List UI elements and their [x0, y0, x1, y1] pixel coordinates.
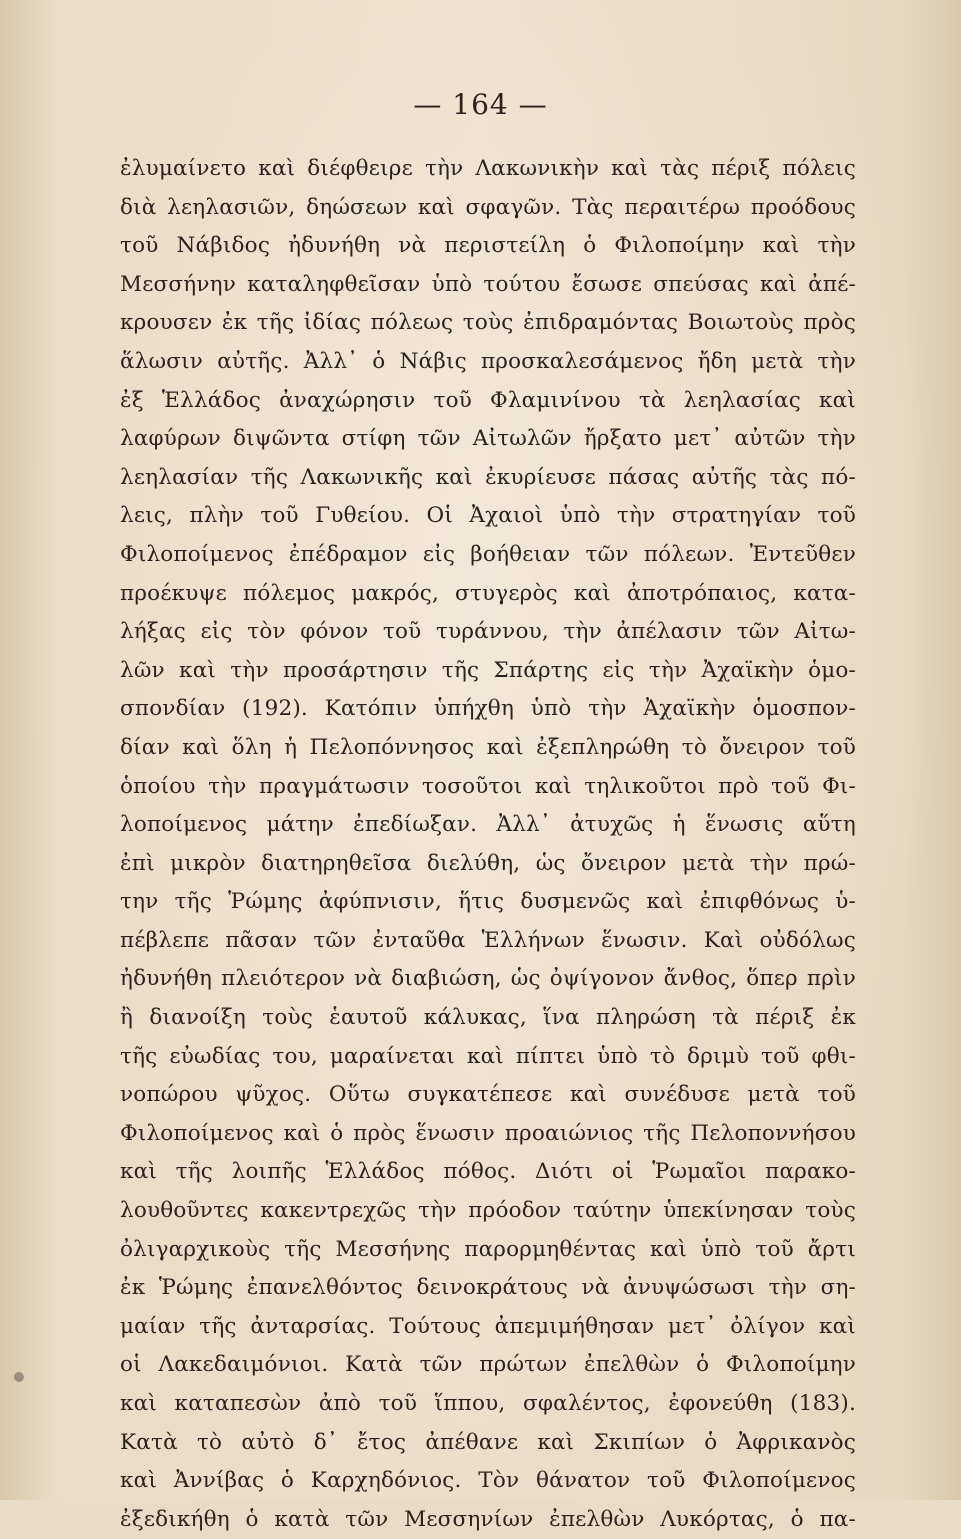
page-number: — 164 —	[413, 88, 548, 121]
text-line: τοῦ Νάβιδος ἠδυνήθη νὰ περιστείλη ὁ Φιλοποίμην καὶ τὴν	[120, 233, 856, 259]
text-line: λοποίμενος μάτην ἐπεδίωξαν. Ἀλλ᾽ ἀτυχῶς ἡ ἕνωσις αὕτη	[120, 812, 856, 838]
text-line: καὶ καταπεσὼν ἀπὸ τοῦ ἵππου, σφαλέντος, ἐφονεύθη (183).	[120, 1391, 856, 1416]
text-line: Φιλοποίμενος ἐπέδραμον εἰς βοήθειαν τῶν πόλεων. Ἐντεῦθεν	[120, 541, 856, 567]
text-line: Φιλοποίμενος καὶ ὁ πρὸς ἕνωσιν προαιώνιος τῆς Πελοποννήσου	[120, 1120, 856, 1146]
text-line: μαίαν τῆς ἀνταρσίας. Τούτους ἀπεμιμήθησαν μετ᾽ ὀλίγον καὶ	[120, 1313, 856, 1339]
text-line: ἐκ Ῥώμης ἐπανελθόντος δεινοκράτους νὰ ἀνυψώσωσι τὴν ση-	[120, 1275, 856, 1301]
text-line: λήξας εἰς τὸν φόνον τοῦ τυράννου, τὴν ἀπέλασιν τῶν Αἰτω-	[120, 619, 856, 645]
text-line: ἢ διανοίξη τοὺς ἑαυτοῦ κάλυκας, ἵνα πληρώση τὰ πέριξ ἐκ	[120, 1005, 856, 1031]
text-line: ἐλυμαίνετο καὶ διέφθειρε τὴν Λακωνικὴν καὶ τὰς πέριξ πόλεις	[120, 156, 856, 181]
text-line: λεις, πλὴν τοῦ Γυθείου. Οἱ Ἀχαιοὶ ὑπὸ τὴν στρατηγίαν τοῦ	[120, 503, 856, 529]
text-line: προέκυψε πόλεμος μακρός, στυγερὸς καὶ ἀποτρόπαιος, κατα-	[120, 580, 856, 606]
text-line: σπονδίαν (192). Κατόπιν ὑπήχθη ὑπὸ τὴν Ἀχαϊκὴν ὁμοσπον-	[120, 696, 856, 722]
text-line: δίαν καὶ ὅλη ἡ Πελοπόννησος καὶ ἐξεπληρώθη τὸ ὄνειρον τοῦ	[120, 734, 856, 760]
text-line: οἱ Λακεδαιμόνιοι. Κατὰ τῶν πρώτων ἐπελθὼν ὁ Φιλοποίμην	[120, 1352, 856, 1378]
text-line: λῶν καὶ τὴν προσάρτησιν τῆς Σπάρτης εἰς τὴν Ἀχαϊκὴν ὁμο-	[120, 657, 856, 683]
text-line: την τῆς Ῥώμης ἀφύπνισιν, ἥτις δυσμενῶς καὶ ἐπιφθόνως ὑ-	[120, 889, 856, 915]
text-line: ὀλιγαρχικοὺς τῆς Μεσσήνης παρορμηθέντας καὶ ὑπὸ τοῦ ἄρτι	[120, 1236, 856, 1262]
text-line: λουθοῦντες κακεντρεχῶς τὴν πρόοδον ταύτην ὑπεκίνησαν τοὺς	[120, 1198, 856, 1224]
text-line: καὶ τῆς λοιπῆς Ἑλλάδος πόθος. Διότι οἱ Ῥωμαῖοι παρακο-	[120, 1159, 856, 1185]
text-line: ἐξεδικήθη ὁ κατὰ τῶν Μεσσηνίων ἐπελθὼν Λυκόρτας, ὁ πα-	[120, 1506, 856, 1532]
text-line: διὰ λεηλασιῶν, δηώσεων καὶ σφαγῶν. Τὰς περαιτέρω προόδους	[120, 194, 856, 220]
text-line: νοπώρου ψῦχος. Οὕτω συγκατέπεσε καὶ συνέδυσε μετὰ τοῦ	[120, 1082, 856, 1108]
text-line: ἐπὶ μικρὸν διατηρηθεῖσα διελύθη, ὡς ὄνειρον μετὰ τὴν πρώ-	[120, 850, 856, 876]
text-line: Μεσσήνην καταληφθεῖσαν ὑπὸ τούτου ἔσωσε σπεύσας καὶ ἀπέ-	[120, 271, 856, 297]
text-line: λαφύρων διψῶντα στίφη τῶν Αἰτωλῶν ἤρξατο μετ᾽ αὐτῶν τὴν	[120, 426, 856, 452]
text-line: τῆς εὐωδίας του, μαραίνεται καὶ πίπτει ὑπὸ τὸ δριμὺ τοῦ φθι-	[120, 1043, 856, 1069]
text-line: ἅλωσιν αὐτῆς. Ἀλλ᾽ ὁ Νάβις προσκαλεσάμενος ἤδη μετὰ τὴν	[120, 348, 856, 374]
text-line: πέβλεπε πᾶσαν τῶν ἐνταῦθα Ἑλλήνων ἕνωσιν. Καὶ οὐδόλως	[120, 927, 856, 953]
text-line: ὁποίου τὴν πραγμάτωσιν τοσοῦτοι καὶ τηλικοῦτοι πρὸ τοῦ Φι-	[120, 773, 856, 799]
text-line: καὶ Ἀννίβας ὁ Καρχηδόνιος. Τὸν θάνατον τοῦ Φιλοποίμενος	[120, 1468, 856, 1494]
text-line: λεηλασίαν τῆς Λακωνικῆς καὶ ἐκυρίευσε πάσας αὐτῆς τὰς πό-	[120, 464, 856, 490]
margin-speck	[14, 1372, 24, 1382]
text-line: κρουσεν ἐκ τῆς ἰδίας πόλεως τοὺς ἐπιδραμόντας Βοιωτοὺς πρὸς	[120, 310, 856, 336]
text-line: Κατὰ τὸ αὐτὸ δ᾽ ἔτος ἀπέθανε καὶ Σκιπίων ὁ Ἀφρικανὸς	[120, 1429, 856, 1455]
text-line: ἠδυνήθη πλειότερον νὰ διαβιώση, ὡς ὀψίγονον ἄνθος, ὅπερ πρὶν	[120, 966, 856, 992]
text-line: ἐξ Ἑλλάδος ἀναχώρησιν τοῦ Φλαμινίνου τὰ λεηλασίας καὶ	[120, 387, 856, 413]
body-text	[120, 150, 856, 1539]
